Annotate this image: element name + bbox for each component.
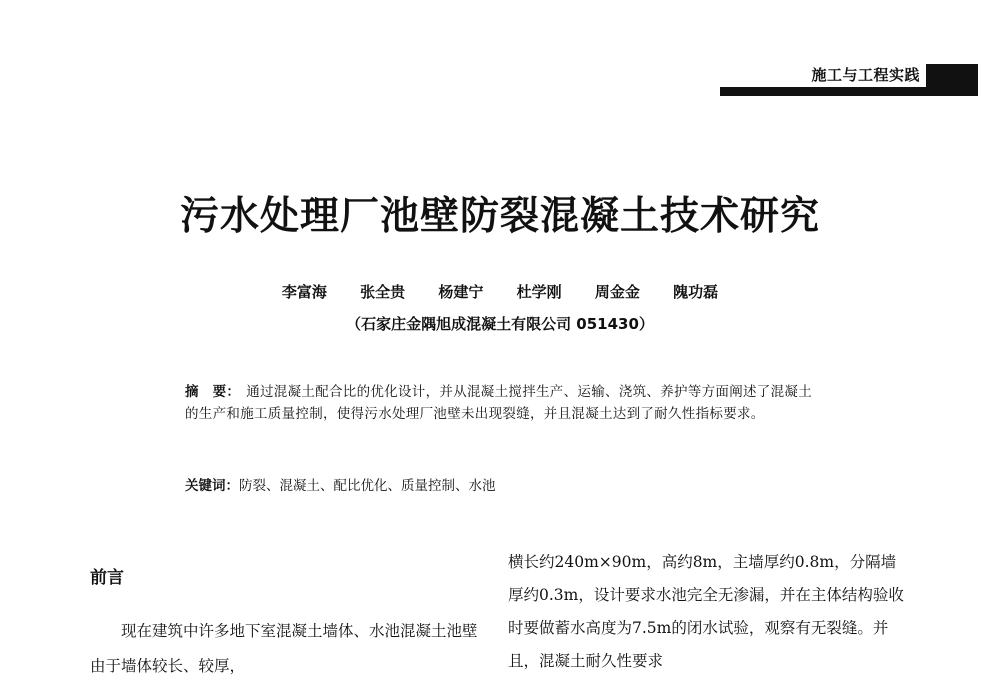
keywords-text: 防裂、混凝土、配比优化、质量控制、水池	[239, 478, 496, 494]
abstract-label: 摘 要：	[185, 384, 241, 400]
section-label: 施工与工程实践	[811, 66, 920, 84]
section-heading: 前言	[90, 568, 124, 588]
author-name: 李富海	[281, 283, 327, 301]
author-affiliation: （石家庄金隅旭成混凝土有限公司 051430）	[346, 315, 654, 333]
abstract-text: 通过混凝土配合比的优化设计，并从混凝土搅拌生产、运输、浇筑、养护等方面阐述了混凝土的生产和施工质量控制，使得污水处理厂池壁未出现裂缝，并且混凝土达到了耐久性指标要求。	[185, 384, 813, 422]
author-list	[0, 282, 1000, 302]
article-title: 污水处理厂池壁防裂混凝土技术研究	[179, 194, 820, 239]
keywords	[185, 475, 813, 497]
author-name: 隗功磊	[673, 283, 719, 301]
body-paragraph-left: 现在建筑中许多地下室混凝土墙体、水池混凝土池壁由于墙体较长、较厚，	[90, 622, 478, 675]
abstract	[185, 381, 813, 425]
keywords-label: 关键词：	[185, 478, 239, 494]
section-block	[926, 64, 978, 96]
author-name: 周金金	[594, 283, 640, 301]
author-name: 杜学刚	[516, 283, 562, 301]
author-name: 张全贵	[360, 283, 406, 301]
body-paragraph-right: 横长约240m×90m，高约8m，主墙厚约0.8m，分隔墙厚约0.3m，设计要求水池完全无渗漏，并在主体结构验收时要做蓄水高度为7.5m的闭水试验，观察有无裂缝。并且，混凝土耐久性要求	[508, 553, 904, 670]
author-name: 杨建宁	[438, 283, 484, 301]
